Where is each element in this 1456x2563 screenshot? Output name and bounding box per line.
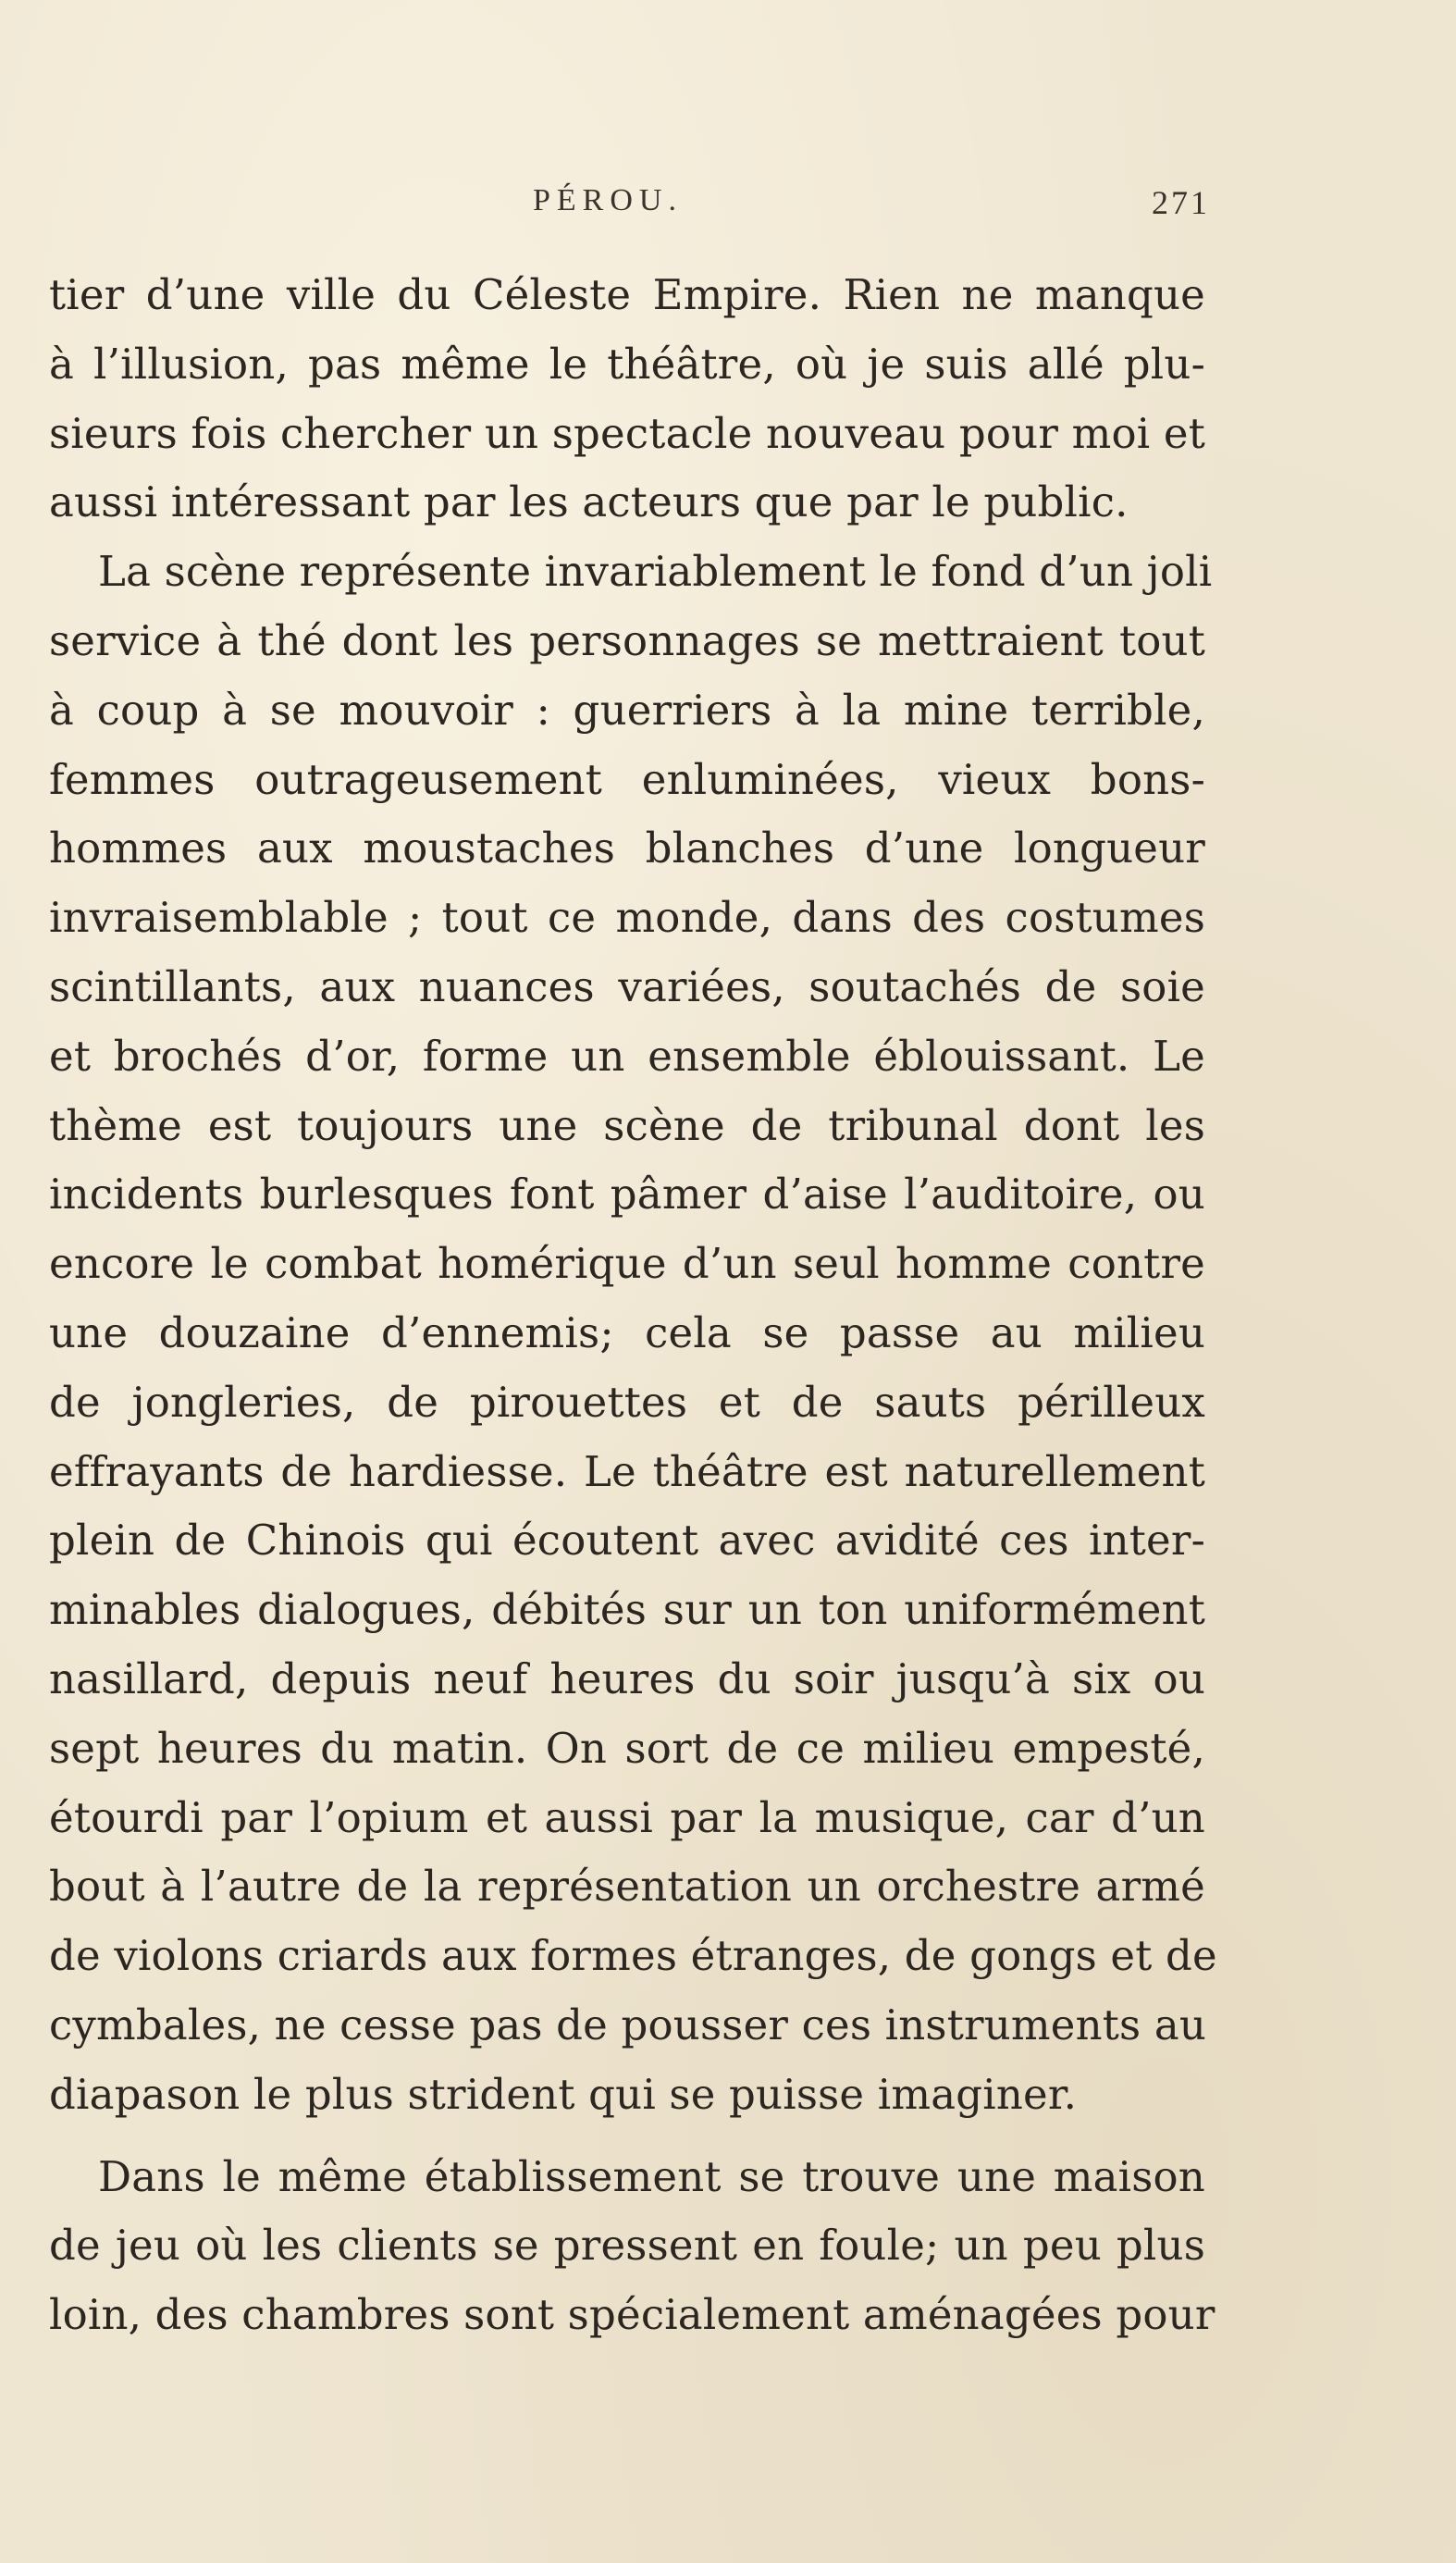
text-line: minables dialogues, débités sur un ton uniformément <box>49 1585 1205 1635</box>
paragraph <box>49 261 1205 538</box>
text-line: à coup à se mouvoir : guerriers à la mine terrible, <box>49 685 1205 735</box>
text-line: de jongleries, de pirouettes et de sauts périlleux <box>49 1377 1205 1427</box>
paragraph <box>49 538 1217 2129</box>
text-line: service à thé dont les personnages se mettraient tout <box>49 615 1205 665</box>
running-head <box>0 183 1456 239</box>
text-line: incidents burlesques font pâmer d’aise l’auditoire, ou <box>49 1170 1205 1220</box>
text-line: scintillants, aux nuances variées, soutachés de soie <box>49 961 1205 1011</box>
paragraph <box>49 2143 1215 2350</box>
text-line: loin, des chambres sont spécialement aménagées pour <box>49 2290 1215 2340</box>
text-line: étourdi par l’opium et aussi par la musique, car d’un <box>49 1792 1205 1842</box>
text-line: Dans le même établissement se trouve une maison <box>98 2151 1205 2201</box>
running-title: PÉROU. <box>533 183 683 217</box>
text-line: sept heures du matin. On sort de ce milieu empesté, <box>49 1723 1205 1773</box>
text-line: sieurs fois chercher un spectacle nouveau pour moi et <box>49 408 1205 458</box>
text-line: effrayants de hardiesse. Le théâtre est naturellement <box>49 1446 1205 1496</box>
text-line: tier d’une ville du Céleste Empire. Rien ne manque <box>49 270 1205 319</box>
text-line: nasillard, depuis neuf heures du soir jusqu’à six ou <box>49 1653 1205 1703</box>
text-line: à l’illusion, pas même le théâtre, où je suis allé plu- <box>49 339 1205 389</box>
text-line: bout à l’autre de la représentation un orchestre armé <box>49 1862 1205 1912</box>
paragraph-spacer <box>49 2130 1205 2143</box>
text-line: invraisemblable ; tout ce monde, dans des costumes <box>49 893 1205 943</box>
text-line: diapason le plus strident qui se puisse imaginer. <box>49 2069 1078 2119</box>
text-line: thème est toujours une scène de tribunal dont les <box>49 1100 1205 1150</box>
text-line: aussi intéressant par les acteurs que par le public. <box>49 477 1129 527</box>
text-line: et brochés d’or, forme un ensemble éblouissant. Le <box>49 1031 1205 1081</box>
text-line: cymbales, ne cesse pas de pousser ces instruments au <box>49 2000 1207 2049</box>
text-line: hommes aux moustaches blanches d’une longueur <box>49 823 1205 873</box>
text-line: de violons criards aux formes étranges, de gongs et de <box>49 1931 1217 1981</box>
body-text <box>49 261 1217 2350</box>
text-line: de jeu où les clients se pressent en foule; un peu plus <box>49 2221 1205 2271</box>
text-line: femmes outrageusement enluminées, vieux bons- <box>49 754 1205 804</box>
text-line: une douzaine d’ennemis; cela se passe au milieu <box>49 1307 1205 1357</box>
page-number: 271 <box>1152 184 1210 221</box>
text-line: encore le combat homérique d’un seul homme contre <box>49 1239 1205 1289</box>
text-line: La scène représente invariablement le fond d’un joli <box>98 547 1213 597</box>
text-line: plein de Chinois qui écoutent avec avidité ces inter- <box>49 1516 1205 1566</box>
